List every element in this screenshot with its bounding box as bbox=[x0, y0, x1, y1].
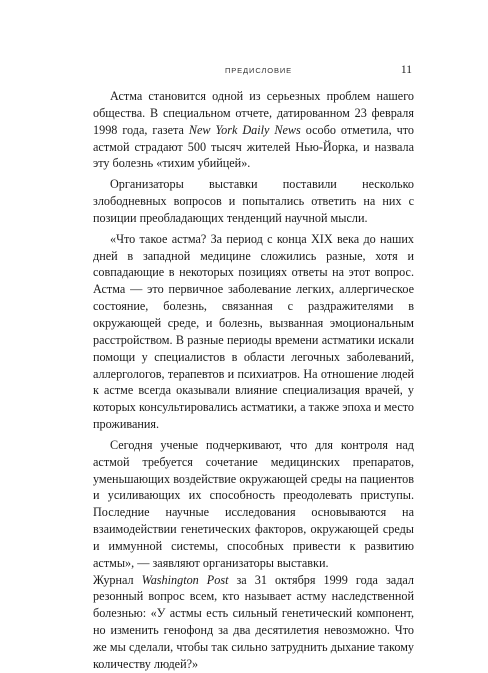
paragraph-asthma-problem bbox=[93, 88, 414, 172]
paragraph-text: Журнал bbox=[93, 572, 142, 587]
paragraph-exhibition-questions: Организаторы выставки поставили несколько злободневных вопросов и попытались ответить на них с позиции преобладающих тенденций научной мысли. bbox=[93, 177, 414, 225]
paragraph-washington-post bbox=[93, 572, 414, 673]
newspaper-title: New York Daily News bbox=[188, 122, 301, 137]
body-text bbox=[93, 88, 414, 673]
paragraph-scientists-today: Сегодня ученые подчеркивают, что для контроля над астмой требуется сочетание медицинских препаратов, уменьшающих воздействие окружающей среды на пациентов и усиливающих их способность преодолевать приступы. Последние научные исследования основываются на взаимодействии генетических факторов, окружающей среды и иммунной системы, способных привести к развитию астмы», — заявляют организаторы выставки. bbox=[93, 437, 414, 570]
page-number: 11 bbox=[400, 64, 412, 76]
paragraph-what-is-asthma: «Что такое астма? За период с конца XIX века до наших дней в западной медицине сложились разные, хотя и совпадающие в некоторых позициях ответы на этот вопрос. Астма — это первичное заболевание легких, аллергическое состояние, болезнь, связанная с раздражителями в окружающей среде, и болезнь, вызванная эмоциональным расстройством. В разные периоды времени астматики искали помощи у специалистов в области легочных заболеваний, аллергологов, терапевтов и психиатров. На отношение людей к астме всегда оказывали влияние специализация врачей, у которых консультировались астматики, а также эпоха и место проживания. bbox=[93, 231, 414, 432]
running-header bbox=[93, 66, 424, 80]
running-head-title: ПРЕДИСЛОВИЕ bbox=[224, 66, 293, 75]
paragraph-text: Астма становится одной из серьезных проблем нашего общества. В специальном отчете, датированном 23 февраля 1998 года, газета bbox=[93, 89, 414, 137]
paragraph-text: особо отметила, что астмой страдают 500 тысяч жителей Нью-Йорка, и назвала эту болезнь «тихим убийцей». bbox=[93, 122, 414, 171]
paragraph-text: за 31 октября 1999 года задал резонный вопрос всем, кто называет астму наследственной болезнью: «У астмы есть сильный генетический компонент, но изменить генофонд за два десятилетия невозможно. Что же мы сделали, чтобы так сильно затруднить дыхание такому количеству людей?» bbox=[93, 572, 414, 671]
newspaper-title: Washington Post bbox=[141, 572, 229, 587]
